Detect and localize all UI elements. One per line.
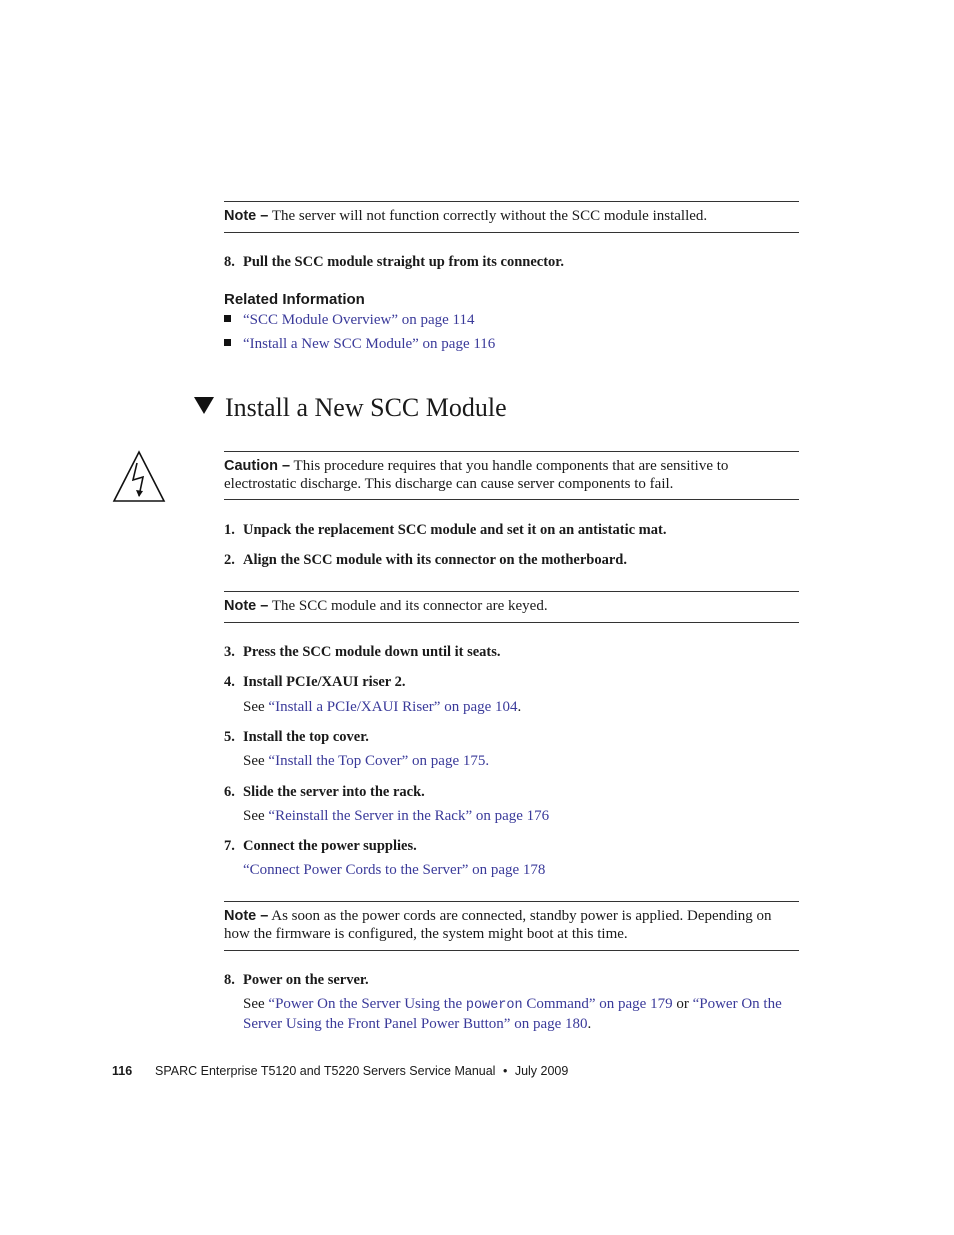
electrostatic-caution-icon xyxy=(112,450,166,504)
caution-label: Caution – xyxy=(224,458,291,474)
step-8-reference xyxy=(243,995,799,1033)
note-label: Note – xyxy=(224,598,269,614)
see-prefix: See xyxy=(243,753,269,769)
related-link-item[interactable] xyxy=(224,336,495,353)
note-text: The SCC module and its connector are keyed. xyxy=(271,598,548,614)
step-5-reference xyxy=(243,752,799,770)
note-text: As soon as the power cords are connected, standby power is applied. Depending on how the firmware is configured, the system might boot at this time. xyxy=(224,908,772,942)
bullet-icon xyxy=(224,315,231,322)
note-bottom-rule xyxy=(224,622,799,623)
note-bottom-rule xyxy=(224,950,799,951)
link-text: Command” on page 179 xyxy=(522,996,673,1012)
power-on-poweron-command-link[interactable] xyxy=(268,996,672,1012)
related-link[interactable]: “SCC Module Overview” on page 114 xyxy=(243,312,475,328)
note-text: The server will not function correctly without the SCC module installed. xyxy=(271,208,708,224)
step-text: Pull the SCC module straight up from its connector. xyxy=(243,254,565,270)
step-7 xyxy=(224,838,417,855)
command-code: poweron xyxy=(465,998,523,1013)
step-text: Install the top cover. xyxy=(243,729,369,745)
note-bottom-rule xyxy=(224,232,799,233)
caution-box xyxy=(224,457,799,493)
note-box xyxy=(224,907,799,943)
step-text: Align the SCC module with its connector on the motherboard. xyxy=(243,552,627,568)
step-number: 8. xyxy=(224,972,235,988)
power-on-front-panel-link[interactable]: “Power On the Server Using the Front Panel Power Button” on page 180 xyxy=(243,996,782,1032)
step-6-reference xyxy=(243,807,799,825)
step-number: 2. xyxy=(224,552,235,568)
step-text: Install PCIe/XAUI riser 2. xyxy=(243,674,406,690)
note-box xyxy=(224,207,799,225)
step-8 xyxy=(224,972,369,989)
step-number: 3. xyxy=(224,644,235,660)
step-number: 6. xyxy=(224,784,235,800)
step-4-reference xyxy=(243,698,799,716)
step-7-reference xyxy=(243,861,799,879)
caution-bottom-rule xyxy=(224,499,799,500)
step-number: 4. xyxy=(224,674,235,690)
see-prefix: See xyxy=(243,808,269,824)
note-label: Note – xyxy=(224,208,269,224)
reinstall-server-link[interactable]: “Reinstall the Server in the Rack” on page 176 xyxy=(268,808,550,824)
step-text: Unpack the replacement SCC module and set it on an antistatic mat. xyxy=(243,522,667,538)
related-link-item[interactable] xyxy=(224,312,474,329)
caution-text: This procedure requires that you handle components that are sensitive to electrostatic discharge. This discharge can cause server components to fail. xyxy=(224,458,729,492)
caution-top-rule xyxy=(224,451,799,452)
step-text: Power on the server. xyxy=(243,972,369,988)
note-box xyxy=(224,597,799,615)
step-text: Slide the server into the rack. xyxy=(243,784,425,800)
see-suffix: . xyxy=(587,1016,592,1032)
connect-power-cords-link[interactable]: “Connect Power Cords to the Server” on page 178 xyxy=(243,862,546,878)
step-3 xyxy=(224,644,501,661)
see-prefix: See xyxy=(243,996,269,1012)
see-prefix: See xyxy=(243,699,269,715)
see-middle: or xyxy=(672,996,693,1012)
manual-title: SPARC Enterprise T5120 and T5220 Servers Service Manual xyxy=(155,1064,496,1078)
triangle-down-icon xyxy=(194,397,214,414)
related-link[interactable]: “Install a New SCC Module” on page 116 xyxy=(243,336,496,352)
section-title: Install a New SCC Module xyxy=(225,393,507,422)
install-pcie-xaui-riser-link[interactable]: “Install a PCIe/XAUI Riser” on page 104 xyxy=(268,699,518,715)
page-number: 116 xyxy=(112,1064,133,1078)
related-heading: Related Information xyxy=(224,291,365,308)
step-1 xyxy=(224,522,666,539)
install-top-cover-link[interactable]: “Install the Top Cover” on page 175. xyxy=(268,753,490,769)
note-top-rule xyxy=(224,201,799,202)
step-pull xyxy=(224,254,564,271)
step-4 xyxy=(224,674,405,691)
footer-separator: • xyxy=(502,1064,508,1078)
bullet-icon xyxy=(224,339,231,346)
footer-title xyxy=(155,1064,568,1078)
step-number: 1. xyxy=(224,522,235,538)
note-label: Note – xyxy=(224,908,269,924)
step-2 xyxy=(224,552,627,569)
section-heading xyxy=(194,393,507,423)
step-number: 5. xyxy=(224,729,235,745)
step-6 xyxy=(224,784,425,801)
footer-date: July 2009 xyxy=(514,1064,569,1078)
step-text: Connect the power supplies. xyxy=(243,838,417,854)
note-top-rule xyxy=(224,901,799,902)
note-top-rule xyxy=(224,591,799,592)
step-number: 8. xyxy=(224,254,235,270)
step-5 xyxy=(224,729,369,746)
step-number: 7. xyxy=(224,838,235,854)
step-text: Press the SCC module down until it seats. xyxy=(243,644,501,660)
see-suffix: . xyxy=(517,699,522,715)
link-text: “Power On the Server Using the xyxy=(268,996,466,1012)
